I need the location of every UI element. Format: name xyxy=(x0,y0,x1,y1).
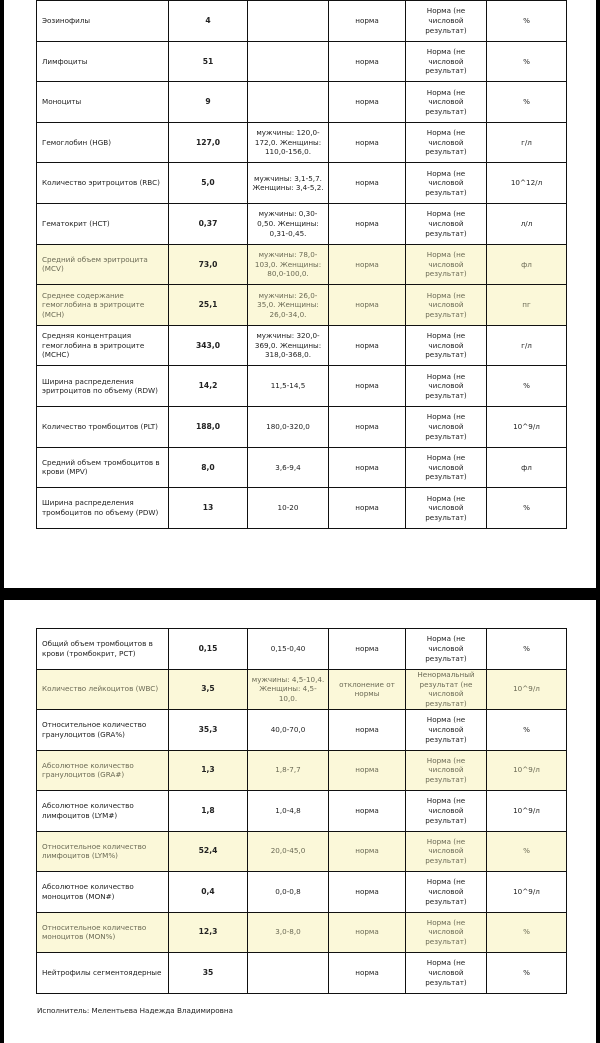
result-value: 9 xyxy=(169,82,248,123)
unit: % xyxy=(487,488,567,529)
test-name: Гематокрит (HCT) xyxy=(37,203,169,244)
test-name: Нейтрофилы сегментоядерные xyxy=(37,953,169,994)
result-status: норма xyxy=(329,244,406,285)
qualitative-result: Норма (не числовой результат) xyxy=(406,953,487,994)
result-value: 13 xyxy=(169,488,248,529)
reference-range: мужчины: 78,0-103,0. Женщины: 80,0-100,0. xyxy=(248,244,329,285)
test-name: Количество лейкоцитов (WBC) xyxy=(37,669,169,710)
result-value: 5,0 xyxy=(169,163,248,204)
reference-range: 40,0-70,0 xyxy=(248,710,329,751)
test-name: Средняя концентрация гемоглобина в эритроците (MCHC) xyxy=(37,325,169,366)
result-status: норма xyxy=(329,710,406,751)
reference-range: 0,0-0,8 xyxy=(248,872,329,913)
result-status: норма xyxy=(329,41,406,82)
qualitative-result: Норма (не числовой результат) xyxy=(406,629,487,670)
unit: фл xyxy=(487,244,567,285)
table-row xyxy=(37,488,567,529)
reference-range: 1,8-7,7 xyxy=(248,750,329,791)
table-row xyxy=(37,366,567,407)
result-value: 51 xyxy=(169,41,248,82)
qualitative-result: Ненормальный результат (не числовой результат) xyxy=(406,669,487,710)
test-name: Средний объем эритроцита (MCV) xyxy=(37,244,169,285)
unit: % xyxy=(487,710,567,751)
result-value: 1,3 xyxy=(169,750,248,791)
report-page-1 xyxy=(4,0,596,588)
unit: % xyxy=(487,629,567,670)
result-value: 52,4 xyxy=(169,831,248,872)
result-status: норма xyxy=(329,447,406,488)
results-table-1 xyxy=(36,0,567,529)
qualitative-result: Норма (не числовой результат) xyxy=(406,163,487,204)
reference-range: 0,15-0,40 xyxy=(248,629,329,670)
result-status: норма xyxy=(329,406,406,447)
reference-range: 3,0-8,0 xyxy=(248,912,329,953)
result-value: 343,0 xyxy=(169,325,248,366)
qualitative-result: Норма (не числовой результат) xyxy=(406,325,487,366)
qualitative-result: Норма (не числовой результат) xyxy=(406,406,487,447)
unit: пг xyxy=(487,285,567,326)
test-name: Количество тромбоцитов (PLT) xyxy=(37,406,169,447)
reference-range: 20,0-45,0 xyxy=(248,831,329,872)
qualitative-result: Норма (не числовой результат) xyxy=(406,82,487,123)
table-row xyxy=(37,447,567,488)
qualitative-result: Норма (не числовой результат) xyxy=(406,41,487,82)
qualitative-result: Норма (не числовой результат) xyxy=(406,1,487,42)
table-row xyxy=(37,163,567,204)
qualitative-result: Норма (не числовой результат) xyxy=(406,244,487,285)
qualitative-result: Норма (не числовой результат) xyxy=(406,488,487,529)
qualitative-result: Норма (не числовой результат) xyxy=(406,831,487,872)
reference-range: мужчины: 320,0-369,0. Женщины: 318,0-368,0. xyxy=(248,325,329,366)
unit: 10^12/л xyxy=(487,163,567,204)
result-value: 127,0 xyxy=(169,122,248,163)
reference-range: 180,0-320,0 xyxy=(248,406,329,447)
result-value: 0,15 xyxy=(169,629,248,670)
result-status: норма xyxy=(329,122,406,163)
table-row xyxy=(37,203,567,244)
test-name: Лимфоциты xyxy=(37,41,169,82)
unit: % xyxy=(487,912,567,953)
reference-range: 3,6-9,4 xyxy=(248,447,329,488)
reference-range: мужчины: 26,0-35,0. Женщины: 26,0-34,0. xyxy=(248,285,329,326)
unit: 10^9/л xyxy=(487,872,567,913)
test-name: Относительное количество лимфоцитов (LYM%) xyxy=(37,831,169,872)
table-row xyxy=(37,669,567,710)
test-name: Общий объем тромбоцитов в крови (тромбокрит, PCT) xyxy=(37,629,169,670)
qualitative-result: Норма (не числовой результат) xyxy=(406,872,487,913)
test-name: Количество эритроцитов (RBC) xyxy=(37,163,169,204)
result-status: норма xyxy=(329,285,406,326)
reference-range: мужчины: 4,5-10,4. Женщины: 4,5-10,0. xyxy=(248,669,329,710)
reference-range xyxy=(248,953,329,994)
unit: г/л xyxy=(487,122,567,163)
table-row xyxy=(37,244,567,285)
result-status: норма xyxy=(329,953,406,994)
result-status: норма xyxy=(329,163,406,204)
result-value: 14,2 xyxy=(169,366,248,407)
test-name: Ширина распределения тромбоцитов по объему (PDW) xyxy=(37,488,169,529)
reference-range: 11,5-14,5 xyxy=(248,366,329,407)
table-row xyxy=(37,750,567,791)
qualitative-result: Норма (не числовой результат) xyxy=(406,750,487,791)
unit: 10^9/л xyxy=(487,750,567,791)
result-status: норма xyxy=(329,488,406,529)
unit: % xyxy=(487,1,567,42)
unit: % xyxy=(487,831,567,872)
reference-range xyxy=(248,41,329,82)
table-row xyxy=(37,912,567,953)
result-value: 35 xyxy=(169,953,248,994)
result-value: 0,37 xyxy=(169,203,248,244)
unit: 10^9/л xyxy=(487,791,567,832)
executor-signature: Исполнитель: Мелентьева Надежда Владимировна xyxy=(37,1006,233,1015)
reference-range: мужчины: 3,1-5,7. Женщины: 3,4-5,2. xyxy=(248,163,329,204)
result-status: норма xyxy=(329,82,406,123)
table-row xyxy=(37,82,567,123)
qualitative-result: Норма (не числовой результат) xyxy=(406,912,487,953)
table-row xyxy=(37,791,567,832)
result-value: 25,1 xyxy=(169,285,248,326)
test-name: Моноциты xyxy=(37,82,169,123)
result-status: норма xyxy=(329,912,406,953)
reference-range: 10-20 xyxy=(248,488,329,529)
result-status: норма xyxy=(329,872,406,913)
qualitative-result: Норма (не числовой результат) xyxy=(406,366,487,407)
result-value: 12,3 xyxy=(169,912,248,953)
report-page-2 xyxy=(4,600,596,1043)
unit: г/л xyxy=(487,325,567,366)
result-value: 35,3 xyxy=(169,710,248,751)
result-status: норма xyxy=(329,1,406,42)
test-name: Абсолютное количество гранулоцитов (GRA#) xyxy=(37,750,169,791)
result-status: отклонение от нормы xyxy=(329,669,406,710)
reference-range: мужчины: 0,30-0,50. Женщины: 0,31-0,45. xyxy=(248,203,329,244)
reference-range: 1,0-4,8 xyxy=(248,791,329,832)
result-status: норма xyxy=(329,791,406,832)
table-row xyxy=(37,872,567,913)
result-status: норма xyxy=(329,203,406,244)
reference-range xyxy=(248,1,329,42)
table-row xyxy=(37,629,567,670)
table-row xyxy=(37,406,567,447)
result-value: 1,8 xyxy=(169,791,248,832)
test-name: Относительное количество моноцитов (MON%) xyxy=(37,912,169,953)
result-value: 8,0 xyxy=(169,447,248,488)
unit: % xyxy=(487,82,567,123)
table-row xyxy=(37,831,567,872)
test-name: Средний объем тромбоцитов в крови (MPV) xyxy=(37,447,169,488)
result-value: 3,5 xyxy=(169,669,248,710)
qualitative-result: Норма (не числовой результат) xyxy=(406,447,487,488)
result-value: 188,0 xyxy=(169,406,248,447)
table-row xyxy=(37,1,567,42)
test-name: Ширина распределения эритроцитов по объему (RDW) xyxy=(37,366,169,407)
reference-range: мужчины: 120,0-172,0. Женщины: 110,0-156,0. xyxy=(248,122,329,163)
result-value: 73,0 xyxy=(169,244,248,285)
test-name: Абсолютное количество моноцитов (MON#) xyxy=(37,872,169,913)
table-row xyxy=(37,285,567,326)
test-name: Абсолютное количество лимфоцитов (LYM#) xyxy=(37,791,169,832)
unit: % xyxy=(487,41,567,82)
test-name: Относительное количество гранулоцитов (GRA%) xyxy=(37,710,169,751)
qualitative-result: Норма (не числовой результат) xyxy=(406,710,487,751)
table-row xyxy=(37,953,567,994)
result-status: норма xyxy=(329,629,406,670)
table-row xyxy=(37,41,567,82)
qualitative-result: Норма (не числовой результат) xyxy=(406,203,487,244)
result-status: норма xyxy=(329,750,406,791)
result-status: норма xyxy=(329,366,406,407)
table-row xyxy=(37,122,567,163)
table-row xyxy=(37,710,567,751)
result-status: норма xyxy=(329,325,406,366)
table-row xyxy=(37,325,567,366)
unit: 10^9/л xyxy=(487,406,567,447)
result-value: 0,4 xyxy=(169,872,248,913)
results-table-2 xyxy=(36,628,567,994)
unit: % xyxy=(487,366,567,407)
test-name: Среднее содержание гемоглобина в эритроците (MCH) xyxy=(37,285,169,326)
qualitative-result: Норма (не числовой результат) xyxy=(406,285,487,326)
qualitative-result: Норма (не числовой результат) xyxy=(406,122,487,163)
qualitative-result: Норма (не числовой результат) xyxy=(406,791,487,832)
result-status: норма xyxy=(329,831,406,872)
unit: фл xyxy=(487,447,567,488)
unit: % xyxy=(487,953,567,994)
result-value: 4 xyxy=(169,1,248,42)
test-name: Гемоглобин (HGB) xyxy=(37,122,169,163)
unit: 10^9/л xyxy=(487,669,567,710)
reference-range xyxy=(248,82,329,123)
unit: л/л xyxy=(487,203,567,244)
test-name: Эозинофилы xyxy=(37,1,169,42)
